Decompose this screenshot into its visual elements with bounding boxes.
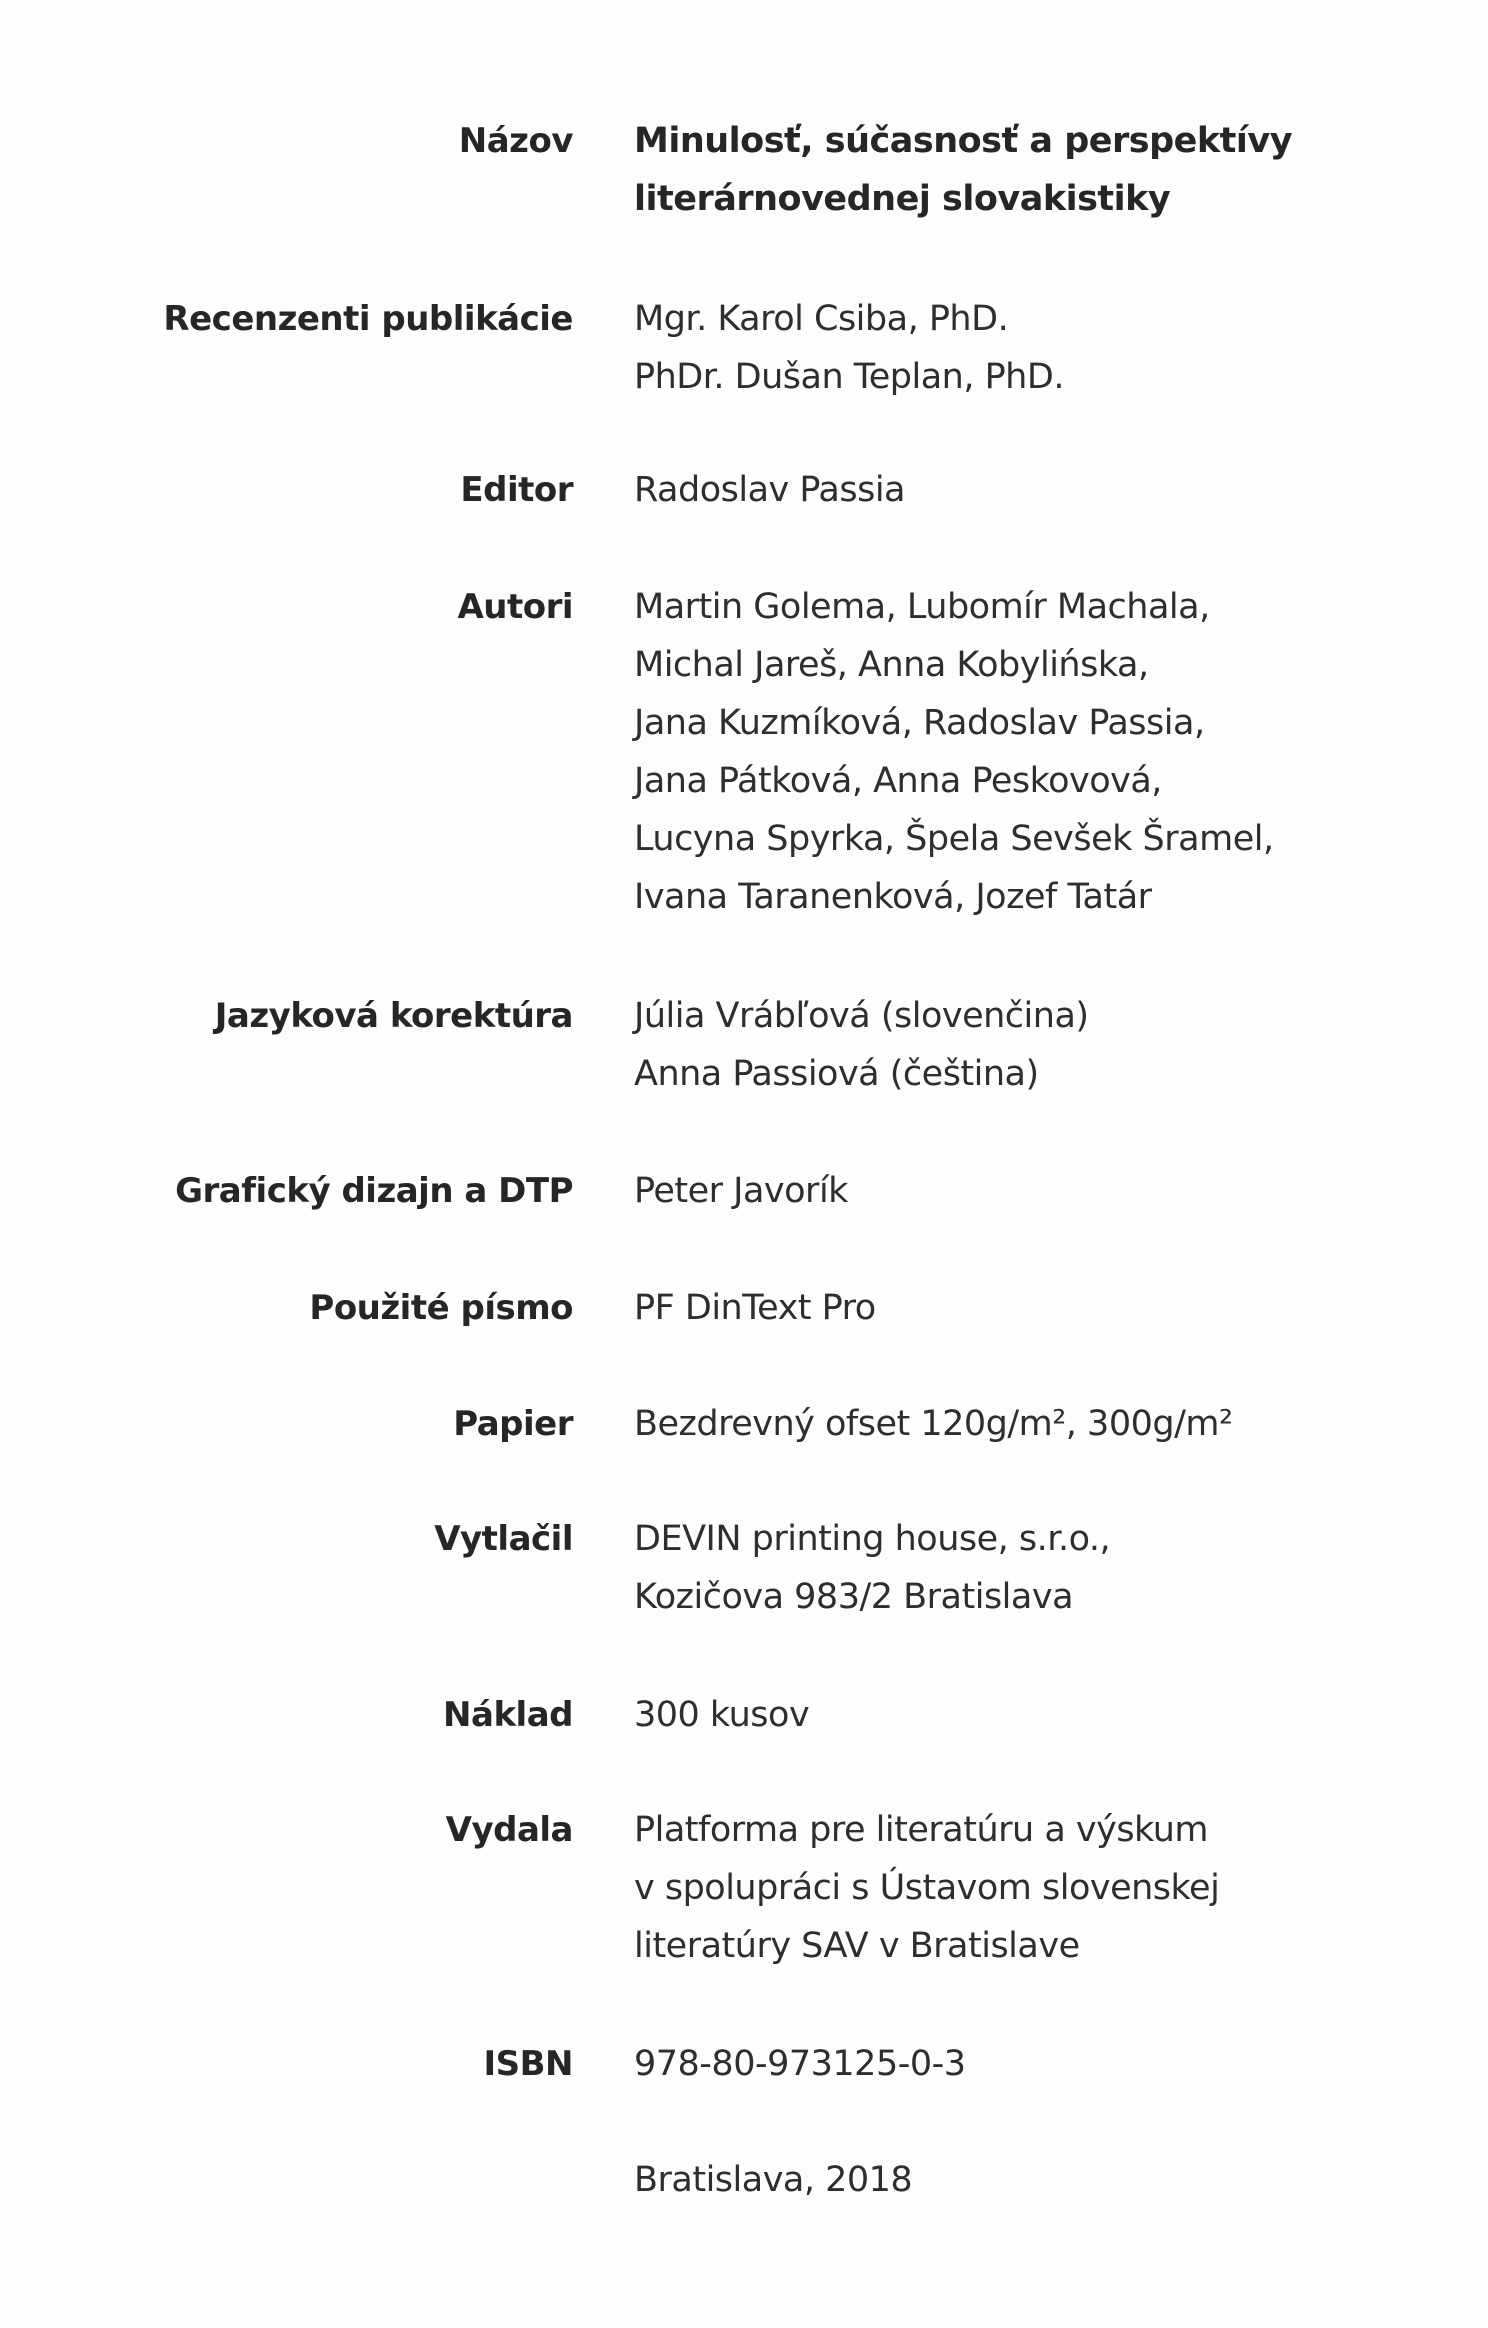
- entry-value: [634, 290, 1064, 406]
- value-line: PhDr. Dušan Teplan, PhD.: [634, 357, 1064, 397]
- value-line: Jana Pátková, Anna Peskovová,: [634, 761, 1162, 801]
- entry-value: [634, 987, 1089, 1103]
- value-line: literárnovednej slovakistiky: [634, 179, 1171, 219]
- value-line: 978-80-973125-0-3: [634, 2044, 966, 2084]
- entry-value: [634, 1801, 1219, 1975]
- value-line: literatúry SAV v Bratislave: [634, 1926, 1080, 1966]
- value-line: Martin Golema, Lubomír Machala,: [634, 587, 1210, 627]
- entry-label: Použité písmo: [309, 1288, 573, 1328]
- value-line: PF DinText Pro: [634, 1288, 876, 1328]
- value-line: Peter Javorík: [634, 1171, 848, 1211]
- entry-value: [634, 112, 1292, 228]
- place-year-text: Bratislava, 2018: [634, 2160, 913, 2200]
- entry-value: [634, 578, 1274, 926]
- value-line: Kozičova 983/2 Bratislava: [634, 1577, 1074, 1617]
- value-line: Ivana Taranenková, Jozef Tatár: [634, 877, 1152, 917]
- entry-label: Názov: [458, 121, 573, 161]
- entry-value: [634, 2035, 966, 2093]
- value-line: 300 kusov: [634, 1695, 810, 1735]
- entry-label: Papier: [453, 1404, 573, 1444]
- value-line: Júlia Vrábľová (slovenčina): [634, 996, 1089, 1036]
- entry-label: Autori: [457, 587, 573, 627]
- entry-label: ISBN: [483, 2044, 573, 2084]
- entry-label: Jazyková korektúra: [214, 996, 573, 1036]
- entry-label: Vydala: [445, 1810, 573, 1850]
- value-line: DEVIN printing house, s.r.o.,: [634, 1519, 1111, 1559]
- value-line: Anna Passiová (čeština): [634, 1054, 1039, 1094]
- value-line: Lucyna Spyrka, Špela Sevšek Šramel,: [634, 819, 1274, 859]
- entry-label: Editor: [460, 470, 573, 510]
- entry-value: [634, 1395, 1233, 1453]
- value-line: Radoslav Passia: [634, 470, 905, 510]
- entry-value: [634, 461, 905, 519]
- value-line: v spolupráci s Ústavom slovenskej: [634, 1868, 1220, 1908]
- value-line: Mgr. Karol Csiba, PhD.: [634, 299, 1009, 339]
- entry-label: Vytlačil: [434, 1519, 573, 1559]
- entry-value: [634, 1162, 848, 1220]
- value-line: Bezdrevný ofset 120g/m², 300g/m²: [634, 1404, 1233, 1444]
- entry-label: Grafický dizajn a DTP: [175, 1171, 573, 1211]
- value-line: Minulosť, súčasnosť a perspektívy: [634, 121, 1293, 161]
- value-line: Jana Kuzmíková, Radoslav Passia,: [634, 703, 1205, 743]
- entry-label: Recenzenti publikácie: [163, 299, 573, 339]
- value-line: Michal Jareš, Anna Kobylińska,: [634, 645, 1149, 685]
- value-line: Platforma pre literatúru a výskum: [634, 1810, 1209, 1850]
- entry-value: [634, 1510, 1110, 1626]
- entry-value: [634, 1279, 876, 1337]
- entry-value: [634, 1686, 809, 1744]
- entry-label: Náklad: [443, 1695, 573, 1735]
